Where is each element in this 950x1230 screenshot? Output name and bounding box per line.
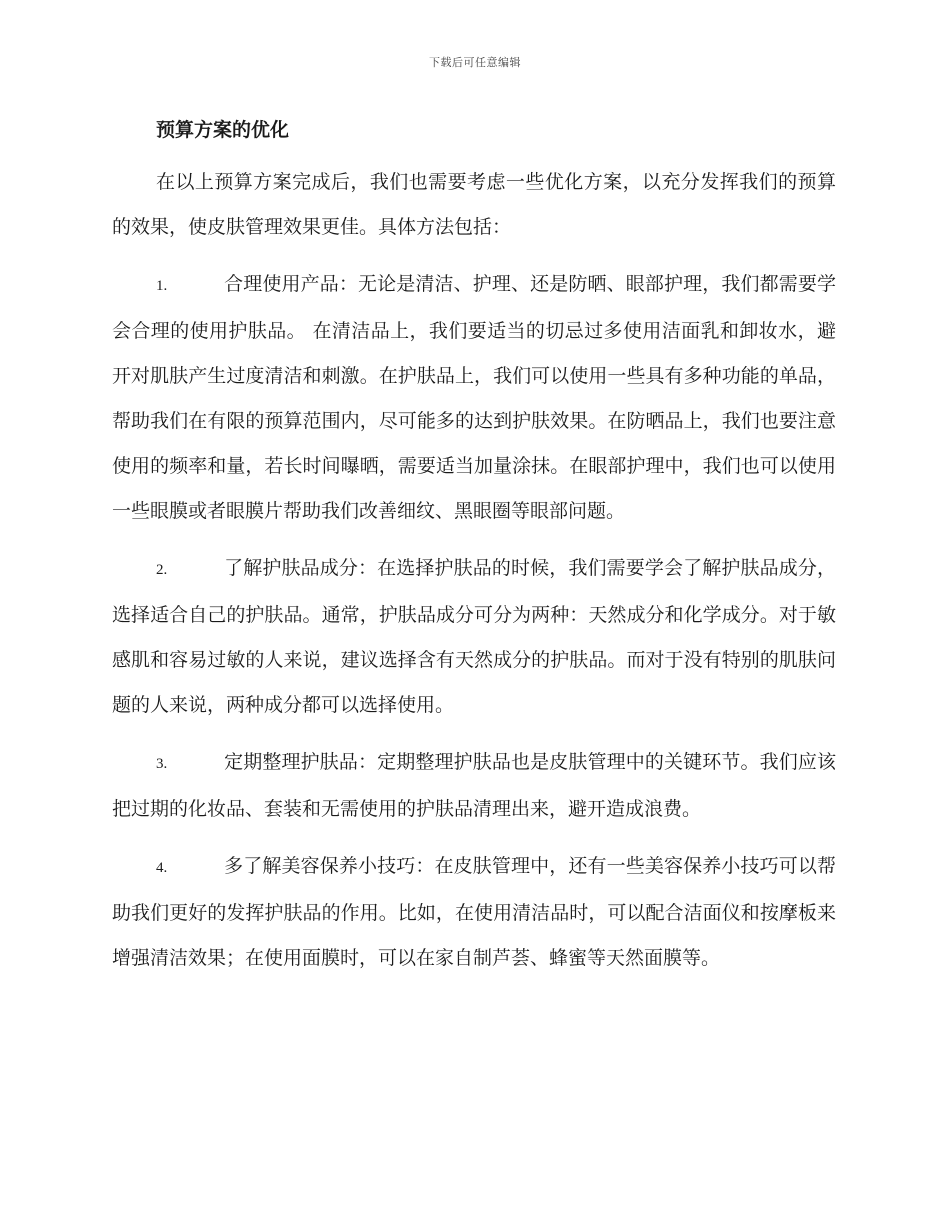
- list-item-text: 了解护肤品成分：在选择护肤品的时候，我们需要学会了解护肤品成分，选择适合自己的护肤品。通常，护肤品成分可分为两种：天然成分和化学成分。对于敏感肌和容易过敏的人来说，建议选择含有天然成分的护肤品。而对于没有特别的肌肤问题的人来说，两种成分都可以选择使用。: [112, 557, 836, 716]
- list-item-number: 3.: [156, 756, 168, 772]
- list-item-text: 合理使用产品：无论是清洁、护理、还是防晒、眼部护理，我们都需要学会合理的使用护肤品。 在清洁品上，我们要适当的切忌过多使用洁面乳和卸妆水，避开对肌肤产生过度清洁和刺激。在护肤品上，我们可以使用一些具有多种功能的单品，帮助我们在有限的预算范围内，尽可能多的达到护肤效果。在防晒品上，我们也要注意使用的频率和量，若长时间曝晒，需要适当加量涂抹。在眼部护理中，我们也可以使用一些眼膜或者眼膜片帮助我们改善细纹、黑眼圈等眼部问题。: [112, 273, 836, 522]
- list-item: [112, 546, 836, 728]
- list-item: [112, 740, 836, 832]
- list-item-text: 多了解美容保养小技巧：在皮肤管理中，还有一些美容保养小技巧可以帮助我们更好的发挥护肤品的作用。比如，在使用清洁品时，可以配合洁面仪和按摩板来增强清洁效果；在使用面膜时，可以在家自制芦荟、蜂蜜等天然面膜等。: [112, 855, 836, 969]
- page-header-note: 下载后可任意编辑: [429, 56, 521, 69]
- list-item-number: 1.: [156, 278, 168, 294]
- intro-paragraph: 在以上预算方案完成后，我们也需要考虑一些优化方案，以充分发挥我们的预算的效果，使皮肤管理效果更佳。具体方法包括：: [112, 171, 836, 238]
- list-item-text: 定期整理护肤品：定期整理护肤品也是皮肤管理中的关键环节。我们应该把过期的化妆品、套装和无需使用的护肤品清理出来，避开造成浪费。: [112, 751, 836, 820]
- list-item: [112, 844, 836, 981]
- list-item: [112, 262, 836, 534]
- section-title: 预算方案的优化: [156, 119, 290, 141]
- list-item-number: 4.: [156, 860, 168, 876]
- document-body: [112, 114, 836, 981]
- list-item-number: 2.: [156, 562, 168, 578]
